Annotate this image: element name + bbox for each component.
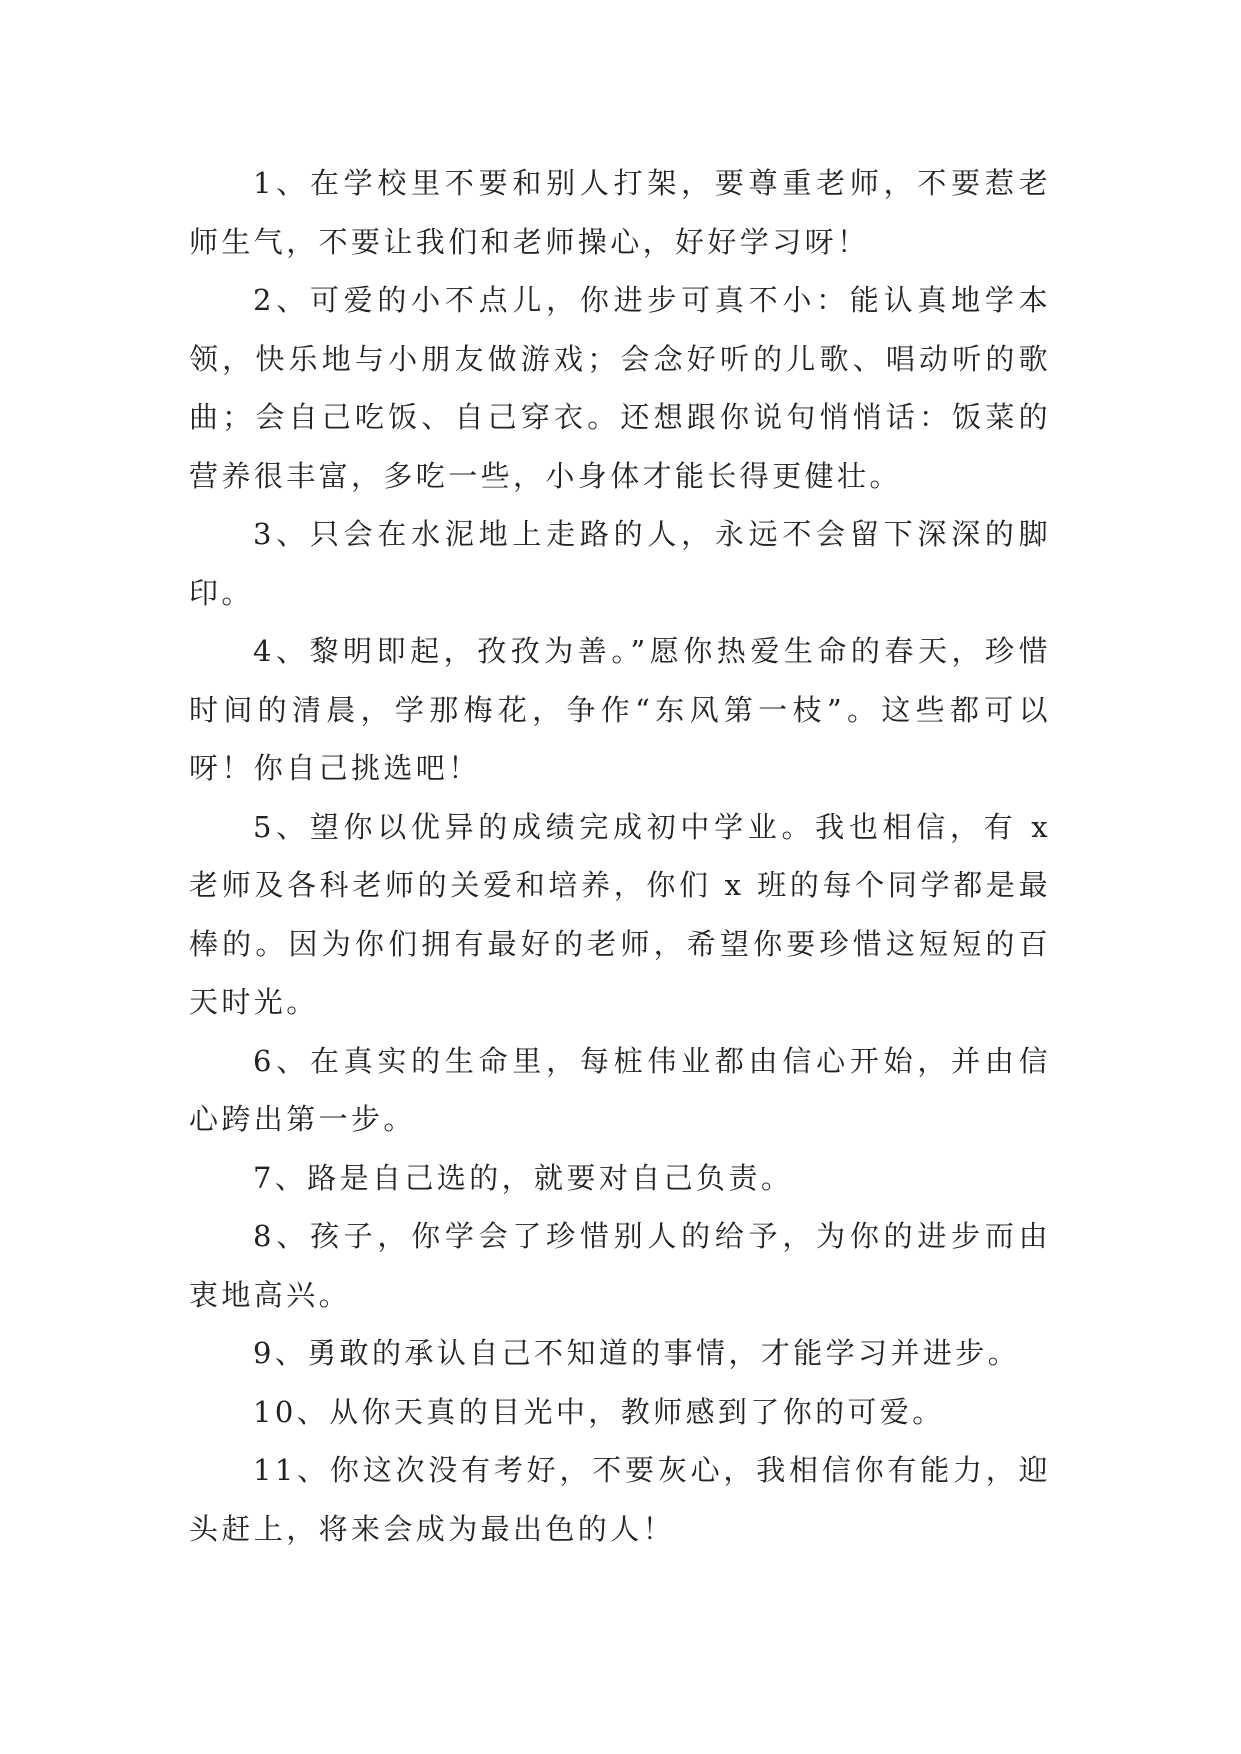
paragraph-1: 1、在学校里不要和别人打架，要尊重老师，不要惹老师生气，不要让我们和老师操心，好好学习呀！ xyxy=(189,166,1051,259)
paragraph-9: 9、勇敢的承认自己不知道的事情，才能学习并进步。 xyxy=(253,1336,1021,1370)
paragraph-11: 11、你这次没有考好，不要灰心，我相信你有能力，迎头赶上，将来会成为最出色的人！ xyxy=(189,1453,1051,1546)
paragraph-4: 4、黎明即起，孜孜为善。”愿你热爱生命的春天，珍惜时间的清晨，学那梅花，争作“东风第一枝”。这些都可以呀！你自己挑选吧！ xyxy=(189,634,1051,785)
paragraph-7: 7、路是自己选的，就要对自己负责。 xyxy=(253,1160,794,1195)
paragraph-3: 3、只会在水泥地上走路的人，永远不会留下深深的脚印。 xyxy=(189,517,1051,610)
paragraph-2: 2、可爱的小不点儿，你进步可真不小：能认真地学本领，快乐地与小朋友做游戏；会念好听的儿歌、唱动听的歌曲；会自己吃饭、自己穿衣。还想跟你说句悄悄话：饭菜的营养很丰富，多吃一些，小身体才能长得更健壮。 xyxy=(189,283,1051,493)
paragraph-8: 8、孩子，你学会了珍惜别人的给予，为你的进步而由衷地高兴。 xyxy=(189,1219,1051,1312)
paragraph-10: 10、从你天真的目光中，教师感到了你的可爱。 xyxy=(253,1394,945,1429)
paragraph-6: 6、在真实的生命里，每桩伟业都由信心开始，并由信心跨出第一步。 xyxy=(189,1043,1051,1136)
paragraph-5: 5、望你以优异的成绩完成初中学业。我也相信，有 x 老师及各科老师的关爱和培养，你们 x 班的每个同学都是最棒的。因为你们拥有最好的老师，希望你要珍惜这短短的百天时光。 xyxy=(189,809,1051,1019)
document-body xyxy=(189,154,1051,1558)
